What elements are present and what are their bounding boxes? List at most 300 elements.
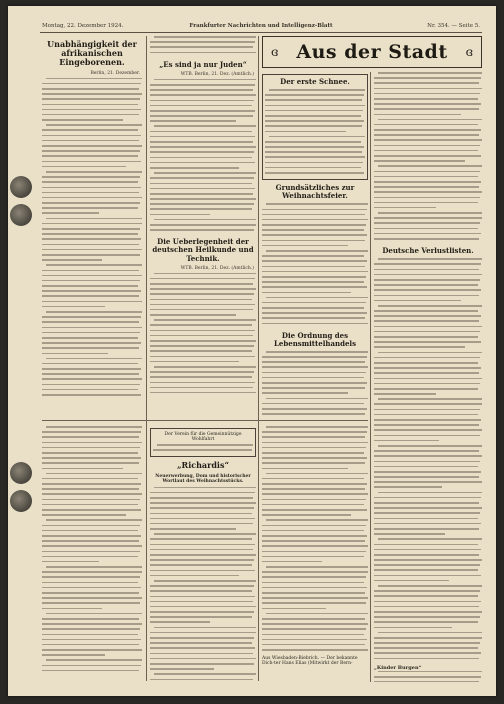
text-line [374, 186, 479, 188]
text-line [42, 140, 139, 142]
text-line [262, 245, 348, 247]
article-body [374, 258, 482, 663]
text-line [42, 623, 142, 625]
header-page-number: Nr. 354. — Seite 5. [427, 23, 480, 29]
text-line [374, 533, 445, 535]
text-line [150, 507, 254, 509]
text-line [42, 447, 140, 449]
text-line [42, 442, 142, 444]
article-body [42, 78, 142, 400]
text-line [42, 540, 139, 542]
text-line [262, 514, 351, 516]
text-line [42, 98, 140, 100]
text-line [150, 105, 252, 107]
text-line [42, 327, 142, 329]
text-line [374, 611, 482, 613]
text-line [374, 512, 480, 514]
text-line [262, 372, 366, 374]
text-line [374, 549, 481, 551]
text-line [269, 136, 365, 138]
text-line [150, 278, 255, 280]
text-line [262, 483, 367, 485]
text-line [265, 115, 361, 117]
text-line [262, 408, 367, 410]
text-line [150, 538, 252, 540]
text-line [378, 212, 482, 214]
text-line [150, 523, 253, 525]
text-line [42, 306, 105, 308]
text-line [150, 668, 214, 670]
text-line [262, 478, 364, 480]
text-line [262, 597, 368, 599]
text-line [154, 36, 256, 38]
text-line [262, 628, 366, 630]
newspaper-page [8, 6, 496, 696]
text-line [374, 559, 482, 561]
text-line [374, 378, 482, 380]
text-line [42, 634, 138, 636]
text-line [378, 398, 482, 400]
text-line [374, 336, 478, 338]
text-line [150, 330, 255, 332]
article-headline: Grundsätzliches zur Weihnachtsfeier. [275, 183, 355, 201]
article-headline: Unabhängigkeit der afrikanischen Eingeborenen. [47, 39, 137, 68]
text-line [262, 530, 364, 532]
text-line [154, 319, 256, 321]
text-line [150, 146, 256, 148]
text-line [150, 611, 254, 613]
text-line [262, 382, 367, 384]
text-line [150, 304, 255, 306]
punch-hole-bottom [10, 490, 32, 512]
article-dateline: WTB. Berlin, 21. Dez. (Amtlich.) [180, 265, 254, 271]
text-line [262, 587, 367, 589]
text-line [374, 279, 480, 281]
text-line [266, 351, 368, 353]
text-line [42, 332, 140, 334]
text-line [265, 105, 365, 107]
text-line [150, 658, 256, 660]
text-line [266, 426, 368, 428]
text-line [262, 276, 366, 278]
text-line [42, 592, 139, 594]
text-line [42, 582, 138, 584]
text-line [150, 177, 254, 179]
text-line [42, 254, 140, 256]
text-line [150, 596, 255, 598]
text-line [42, 295, 139, 297]
text-line [150, 120, 236, 122]
text-line [42, 238, 141, 240]
text-line [150, 387, 253, 389]
text-line [374, 367, 481, 369]
text-line [262, 356, 367, 358]
article-headline: Deutsche Verlustlisten. [382, 246, 474, 256]
text-line [262, 209, 367, 211]
text-line [46, 659, 142, 661]
text-line [374, 424, 479, 426]
text-line [374, 590, 480, 592]
punch-hole-top [10, 176, 32, 198]
text-line [265, 125, 362, 127]
text-line [374, 601, 481, 603]
text-line [262, 260, 367, 262]
text-line [42, 389, 138, 391]
text-line [150, 492, 255, 494]
text-line [374, 575, 481, 577]
text-line [265, 146, 364, 148]
text-line [150, 203, 254, 205]
text-line [150, 554, 256, 556]
article-body [262, 426, 368, 654]
text-line [150, 361, 239, 363]
text-line [42, 337, 138, 339]
text-line [150, 167, 239, 169]
page-header [40, 20, 482, 33]
text-line [150, 585, 254, 587]
text-line [42, 202, 140, 204]
text-line [150, 647, 255, 649]
text-line [374, 393, 436, 395]
text-line [150, 502, 256, 504]
text-line [374, 88, 482, 90]
text-line [42, 176, 140, 178]
text-line [154, 172, 256, 174]
section-title: Aus der Stadt [296, 41, 448, 63]
text-line [46, 218, 142, 220]
text-line [374, 388, 478, 390]
text-line [150, 193, 253, 195]
text-line [262, 618, 365, 620]
text-line [374, 523, 481, 525]
text-line [374, 295, 479, 297]
text-line [374, 93, 480, 95]
column-3 [262, 72, 368, 417]
text-line [378, 305, 482, 307]
text-line [269, 89, 365, 91]
text-line [378, 538, 482, 540]
text-line [150, 324, 252, 326]
text-line [46, 264, 142, 266]
article-body [262, 203, 368, 328]
text-line [374, 440, 439, 442]
text-line [262, 361, 365, 363]
text-line [150, 340, 256, 342]
text-line [154, 673, 256, 675]
text-line [42, 509, 141, 511]
article-body [150, 79, 256, 235]
text-line [46, 78, 142, 80]
notice-box [150, 428, 256, 457]
text-line [374, 124, 478, 126]
text-line [42, 93, 142, 95]
text-line [150, 110, 255, 112]
text-line [374, 471, 481, 473]
text-line [374, 486, 442, 488]
text-line [265, 156, 365, 158]
text-line [150, 544, 255, 546]
text-line [154, 366, 256, 368]
text-line [262, 266, 365, 268]
text-line [42, 192, 139, 194]
text-line [262, 224, 366, 226]
text-line [150, 283, 253, 285]
text-line [374, 202, 478, 204]
text-line [42, 109, 141, 111]
text-line [150, 214, 210, 216]
text-line [150, 559, 254, 561]
text-line [374, 647, 478, 649]
text-line [262, 488, 365, 490]
text-line [262, 292, 351, 294]
text-line [150, 513, 252, 515]
text-line [378, 72, 482, 74]
text-line [266, 613, 368, 615]
text-line [374, 419, 481, 421]
text-line [42, 244, 139, 246]
text-line [150, 131, 252, 133]
text-line [374, 658, 479, 660]
text-line [262, 499, 366, 501]
text-line [374, 77, 481, 79]
text-line [262, 509, 367, 511]
text-line [42, 384, 140, 386]
text-line [262, 447, 366, 449]
text-line [374, 497, 481, 499]
text-line [46, 311, 142, 313]
text-line [42, 488, 139, 490]
text-line [265, 151, 362, 153]
text-line [262, 229, 364, 231]
text-line [150, 637, 254, 639]
text-line [150, 314, 236, 316]
text-line [150, 41, 255, 43]
text-line [150, 151, 254, 153]
article-subhead: „Kinder Burgen“ [374, 664, 422, 671]
text-line [374, 569, 478, 571]
article-body [42, 426, 142, 675]
article-headline: Der erste Schnee. [280, 77, 350, 86]
article-headline: Die Ueberlegenheit der deutschen Heilkunde und Technik. [152, 237, 254, 263]
text-line [378, 585, 482, 587]
text-line [42, 378, 142, 380]
article-body [150, 273, 256, 398]
text-line [150, 100, 254, 102]
text-line [42, 478, 138, 480]
text-line [374, 145, 480, 147]
text-line [42, 535, 141, 537]
text-line [374, 300, 461, 302]
text-line [374, 310, 478, 312]
text-line [262, 302, 366, 304]
text-line [374, 238, 479, 240]
text-line [262, 452, 364, 454]
text-line [374, 289, 481, 291]
text-line [42, 493, 142, 495]
text-line [374, 455, 482, 457]
text-line [150, 198, 256, 200]
text-line [150, 549, 253, 551]
text-line [150, 356, 255, 358]
column-3-lower [262, 426, 368, 681]
text-line [150, 46, 253, 48]
text-line [374, 502, 479, 504]
text-line [46, 358, 142, 360]
text-line [374, 518, 478, 520]
punch-hole-lower-middle [10, 462, 32, 484]
text-line [374, 197, 480, 199]
section-rule [42, 420, 368, 421]
text-line [262, 457, 367, 459]
text-line [374, 326, 482, 328]
text-line [374, 315, 481, 317]
article-subheadline: Neuerwerbung, Dom und historischer Wortlaut des Weihnachtsstücks. [155, 473, 251, 484]
text-line [374, 642, 480, 644]
header-paper-name: Frankfurter Nachrichten und Intelligenz-Blatt [189, 23, 333, 29]
text-line [46, 124, 142, 126]
text-line [262, 649, 368, 651]
text-line [42, 545, 142, 547]
text-line [374, 580, 449, 582]
text-line [262, 271, 368, 273]
text-line [42, 644, 139, 646]
text-line [42, 514, 126, 516]
text-line [262, 582, 364, 584]
text-line [42, 353, 108, 355]
text-line [42, 618, 139, 620]
article-body [265, 89, 365, 177]
text-line [378, 258, 482, 260]
text-line [42, 223, 142, 225]
text-line [150, 84, 255, 86]
text-line [374, 222, 480, 224]
text-line [42, 207, 138, 209]
text-line [42, 654, 105, 656]
text-line [42, 145, 142, 147]
text-line [42, 181, 138, 183]
column-divider [370, 72, 371, 682]
text-line [374, 372, 479, 374]
text-line [374, 181, 481, 183]
text-line [42, 452, 138, 454]
text-line [150, 371, 254, 373]
article-dateline: Berlin, 21. Dezember. [90, 70, 140, 76]
text-line [150, 606, 256, 608]
text-line [154, 627, 256, 629]
text-line [265, 120, 364, 122]
text-line [262, 392, 348, 394]
text-line [150, 663, 254, 665]
text-line [262, 323, 368, 325]
text-line [150, 601, 253, 603]
text-line [374, 627, 452, 629]
text-line [374, 217, 482, 219]
text-line [46, 426, 142, 428]
text-line [374, 476, 479, 478]
text-line [374, 357, 480, 359]
text-line [150, 392, 256, 394]
text-line [150, 642, 252, 644]
text-line [42, 363, 138, 365]
text-line [262, 551, 366, 553]
text-line [378, 445, 482, 447]
text-line [154, 487, 256, 489]
punch-hole-upper-middle [10, 204, 32, 226]
text-line [378, 671, 482, 673]
text-line [150, 136, 255, 138]
text-line [262, 623, 368, 625]
text-line [150, 345, 254, 347]
text-line [42, 468, 123, 470]
text-line [42, 561, 99, 563]
text-line [42, 249, 142, 251]
text-line [42, 161, 141, 163]
column-2 [150, 36, 256, 416]
article-box [262, 74, 368, 180]
text-line [378, 165, 482, 167]
article-footer-text: Aus Wiesbaden-Biebrich. — Der bekannte Dich-ter Hans Elias (Mitwirkt der Bern- [262, 656, 358, 667]
text-line [262, 525, 366, 527]
text-line [374, 320, 479, 322]
text-line [42, 587, 141, 589]
text-line [42, 665, 141, 667]
text-line [265, 162, 363, 164]
text-line [150, 157, 252, 159]
text-line [374, 207, 436, 209]
text-line [374, 606, 479, 608]
text-line [374, 507, 482, 509]
text-line [154, 125, 256, 127]
text-line [262, 219, 368, 221]
text-line [262, 639, 367, 641]
text-line [42, 431, 141, 433]
text-line [42, 321, 139, 323]
text-line [374, 595, 478, 597]
text-line [42, 270, 139, 272]
text-line [374, 554, 479, 556]
text-line [154, 273, 256, 275]
text-line [42, 280, 140, 282]
text-line [266, 566, 368, 568]
text-line [150, 229, 254, 231]
text-line [374, 228, 478, 230]
text-line [262, 561, 322, 563]
text-line [262, 602, 366, 604]
text-line [42, 649, 142, 651]
text-line [262, 366, 368, 368]
text-line [374, 98, 478, 100]
text-line [378, 632, 482, 634]
text-line [42, 104, 138, 106]
text-line [42, 83, 141, 85]
text-line [262, 413, 365, 415]
column-divider [258, 36, 259, 681]
notice-text: Der Verein für die Gemeinnützige Wohlfahrt [164, 432, 242, 442]
text-line [42, 114, 139, 116]
text-line [150, 376, 252, 378]
text-line [374, 284, 478, 286]
text-line [42, 394, 141, 396]
text-line [374, 139, 482, 141]
text-line [150, 497, 253, 499]
text-line [265, 110, 363, 112]
text-line [266, 203, 368, 205]
text-line [150, 564, 252, 566]
text-line [46, 566, 142, 568]
text-line [154, 580, 256, 582]
header-date: Montag, 22. Dezember 1924. [42, 23, 124, 29]
text-line [374, 331, 480, 333]
